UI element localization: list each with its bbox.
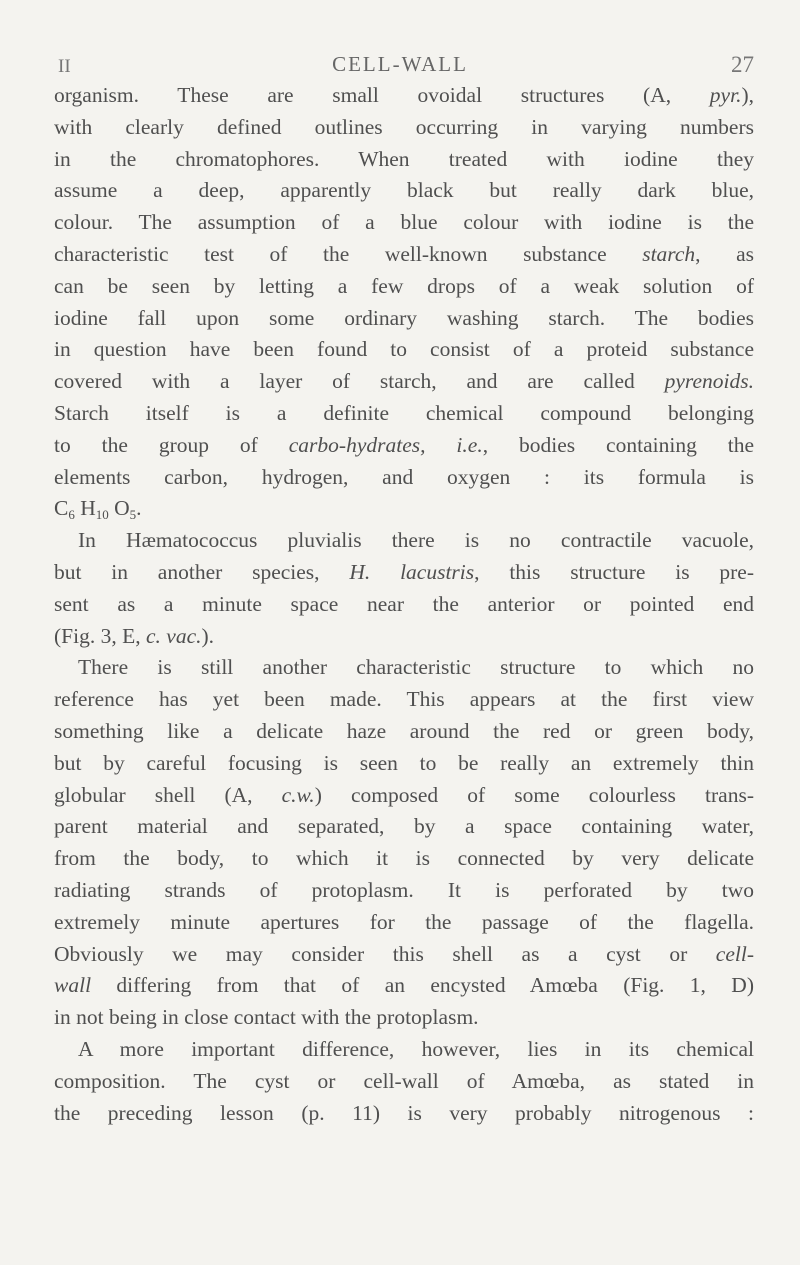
text-line (54, 80, 754, 112)
text-run: , this structure is pre- (474, 559, 754, 584)
text-run: radiating strands of protoplasm. It is perforated by two (54, 877, 754, 902)
italic-text: pyr. (709, 83, 742, 107)
text-run: in the chromatophores. When treated with iodine they (54, 146, 754, 171)
text-run: the preceding lesson (p. 11) is very probably nitrogenous : (54, 1100, 754, 1125)
running-title: CELL-WALL (332, 52, 468, 76)
text-line (54, 939, 754, 971)
subscript: 5 (129, 507, 137, 523)
text-line (54, 621, 754, 653)
text-line (54, 493, 754, 525)
text-run: Obviously we may consider this shell as a cyst or (54, 941, 716, 966)
text-line (54, 811, 754, 843)
text-line (54, 843, 754, 875)
text-run: ), (741, 83, 754, 107)
text-line (54, 907, 754, 939)
text-line (54, 716, 754, 748)
text-run: reference has yet been made. This appears at the first view (54, 687, 754, 712)
text-line (54, 1034, 754, 1066)
italic-text: c. vac. (145, 623, 202, 648)
italic-text: starch (642, 241, 696, 266)
text-run: from the body, to which it is connected by very delicate (54, 846, 754, 871)
text-line (54, 239, 754, 271)
text-run: extremely minute apertures for the passage of the flagella. (54, 909, 754, 934)
text-run: parent material and separated, by a space containing water, (54, 814, 754, 839)
text-run: A more important difference, however, lies in its chemical (78, 1036, 754, 1061)
text-line (54, 398, 754, 430)
text-line (54, 652, 754, 684)
text-line (54, 462, 754, 494)
text-run: but in another species, (54, 559, 350, 584)
text-run: to the group of (54, 432, 289, 457)
text-run: covered with a layer of starch, and are called (54, 369, 665, 394)
italic-text: cell- (715, 941, 754, 966)
text-run: with clearly defined outlines occurring in varying numbers (54, 114, 754, 139)
text-line (54, 557, 754, 589)
text-run: differing from that of an encysted Amœba (Fig. 1, D) (91, 973, 754, 998)
text-run: but by careful focusing is seen to be really an extremely thin (54, 750, 754, 775)
text-line (54, 112, 754, 144)
text-line (54, 589, 754, 621)
text-run: There is still another characteristic structure to which no (78, 655, 754, 680)
text-run: (Fig. 3, E, (54, 623, 146, 648)
italic-text: wall (54, 973, 92, 998)
text-run: C (54, 496, 69, 521)
text-line (54, 207, 754, 239)
text-run: something like a delicate haze around the red or green body, (54, 718, 754, 743)
text-run: characteristic test of the well-known substance (54, 241, 643, 266)
text-run: composition. The cyst or cell-wall of Amœba, as stated in (54, 1068, 754, 1093)
text-line (54, 334, 754, 366)
text-run: , bodies containing the (482, 432, 755, 457)
text-line (54, 780, 754, 812)
text-line (54, 875, 754, 907)
text-line (54, 525, 754, 557)
text-line (54, 303, 754, 335)
text-run: ) composed of some colourless trans- (314, 782, 754, 807)
body-text (54, 80, 754, 1129)
text-line (54, 684, 754, 716)
text-run: , as (695, 241, 754, 266)
text-line (54, 144, 754, 176)
text-run: . (136, 496, 142, 521)
text-run: assume a deep, apparently black but really dark blue, (54, 178, 754, 203)
text-run: in question have been found to consist of a proteid substance (54, 337, 754, 362)
text-run: organism. These are small ovoidal structures (A, (54, 83, 710, 107)
text-run: Starch itself is a definite chemical compound belonging (54, 400, 754, 425)
text-line (54, 1066, 754, 1098)
text-run: elements carbon, hydrogen, and oxygen : its formula is (54, 464, 754, 489)
subscript: 6 (68, 507, 75, 523)
text-line (54, 366, 754, 398)
italic-text: pyrenoids. (664, 369, 754, 394)
text-line (54, 175, 754, 207)
page-number: 27 (731, 52, 754, 77)
text-line (54, 748, 754, 780)
subscript: 10 (95, 507, 109, 523)
text-line (54, 970, 754, 1002)
italic-text: carbo-hydrates, i.e. (288, 432, 483, 457)
text-run: ). (201, 623, 215, 648)
text-run: globular shell (A, (54, 782, 282, 807)
text-run: colour. The assumption of a blue colour with iodine is the (54, 210, 754, 235)
text-run: in not being in close contact with the protoplasm. (54, 1005, 479, 1030)
text-line (54, 430, 754, 462)
italic-text: H. lacustris (349, 559, 475, 584)
text-run: H (74, 496, 96, 521)
running-header (0, 52, 800, 82)
text-line (54, 1002, 754, 1034)
text-line (54, 1098, 754, 1130)
text-run: can be seen by letting a few drops of a weak solution of (54, 273, 754, 298)
text-run: In Hæmatococcus pluvialis there is no contractile vacuole, (78, 528, 754, 553)
text-run: O (108, 496, 130, 521)
italic-text: c.w. (281, 782, 315, 807)
text-line (54, 271, 754, 303)
lesson-number: II (58, 56, 71, 77)
text-run: iodine fall upon some ordinary washing starch. The bodies (54, 305, 754, 330)
text-run: sent as a minute space near the anterior or pointed end (54, 591, 754, 616)
